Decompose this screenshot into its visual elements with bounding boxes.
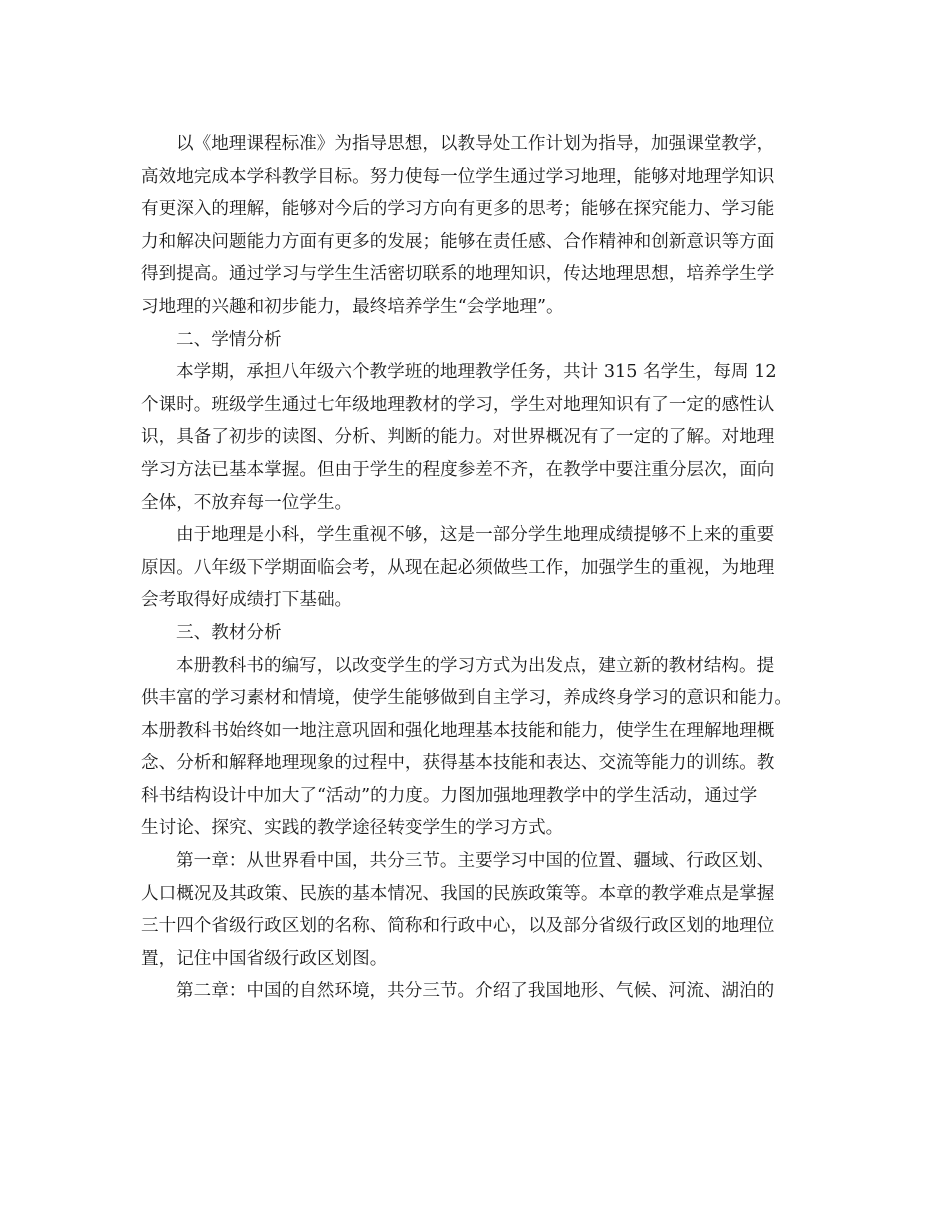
paragraph-guiding-ideology bbox=[141, 128, 813, 324]
text-line: 人口概况及其政策、民族的基本情况、我国的民族政策等。本章的教学难点是掌握 bbox=[141, 883, 775, 904]
paragraph-textbook-structure bbox=[141, 650, 813, 846]
text-line: 全体，不放弃每一位学生。 bbox=[141, 492, 353, 513]
text-line: 高效地完成本学科教学目标。努力使每一位学生通过学习地理，能够对地理学知识 bbox=[141, 166, 775, 187]
text-line: 力和解决问题能力方面有更多的发展；能够在责任感、合作精神和创新意识等方面 bbox=[141, 231, 775, 252]
text-line: 个课时。班级学生通过七年级地理教材的学习，学生对地理知识有了一定的感性认 bbox=[141, 394, 775, 415]
text-line: 原因。八年级下学期面临会考，从现在起必须做些工作，加强学生的重视，为地理 bbox=[141, 557, 775, 578]
text-line: 三十四个省级行政区划的名称、简称和行政中心，以及部分省级行政区划的地理位 bbox=[141, 916, 775, 937]
text-line: 本册教科书始终如一地注意巩固和强化地理基本技能和能力，使学生在理解地理概 bbox=[141, 720, 775, 741]
heading-text: 三、教材分析 bbox=[176, 622, 282, 643]
text-line: 习地理的兴趣和初步能力，最终培养学生“会学地理”。 bbox=[141, 296, 564, 317]
text-line: 会考取得好成绩打下基础。 bbox=[141, 590, 353, 611]
text-line: 学习方法已基本掌握。但由于学生的程度参差不齐，在教学中要注重分层次，面向 bbox=[141, 459, 775, 480]
heading-text: 二、学情分析 bbox=[176, 329, 282, 350]
text-line: 置，记住中国省级行政区划图。 bbox=[141, 948, 388, 969]
text-line: 有更深入的理解，能够对今后的学习方向有更多的思考；能够在探究能力、学习能 bbox=[141, 199, 775, 220]
paragraph-subject-importance bbox=[141, 519, 813, 617]
text-line: 第二章：中国的自然环境，共分三节。介绍了我国地形、气候、河流、湖泊的 bbox=[176, 981, 775, 1002]
text-line: 第一章：从世界看中国，共分三节。主要学习中国的位置、疆域、行政区划、 bbox=[176, 851, 775, 872]
paragraph-chapter-one bbox=[141, 845, 813, 975]
text-line: 供丰富的学习素材和情境，使学生能够做到自主学习，养成终身学习的意识和能力。 bbox=[141, 688, 792, 709]
text-line: 由于地理是小科，学生重视不够，这是一部分学生地理成绩提够不上来的重要 bbox=[176, 525, 775, 546]
paragraph-student-situation bbox=[141, 356, 813, 519]
text-line: 识，具备了初步的读图、分析、判断的能力。对世界概况有了一定的了解。对地理 bbox=[141, 427, 775, 448]
document-body bbox=[141, 128, 813, 1008]
text-line: 得到提高。通过学习与学生生活密切联系的地理知识，传达地理思想，培养学生学 bbox=[141, 264, 775, 285]
text-line: 科书结构设计中加大了“活动”的力度。力图加强地理教学中的学生活动，通过学 bbox=[141, 785, 758, 806]
section-heading-student-analysis bbox=[141, 324, 813, 357]
text-line: 本学期，承担八年级六个教学班的地理教学任务，共计 315 名学生，每周 12 bbox=[176, 362, 777, 383]
paragraph-chapter-two bbox=[141, 975, 813, 1008]
text-line: 本册教科书的编写，以改变学生的学习方式为出发点，建立新的教材结构。提 bbox=[176, 655, 775, 676]
text-line: 以《地理课程标准》为指导思想，以教导处工作计划为指导，加强课堂教学， bbox=[176, 134, 775, 154]
text-line: 生讨论、探究、实践的教学途径转变学生的学习方式。 bbox=[141, 818, 564, 839]
text-line: 念、分析和解释地理现象的过程中，获得基本技能和表达、交流等能力的训练。教 bbox=[141, 753, 775, 774]
section-heading-textbook-analysis bbox=[141, 617, 813, 650]
